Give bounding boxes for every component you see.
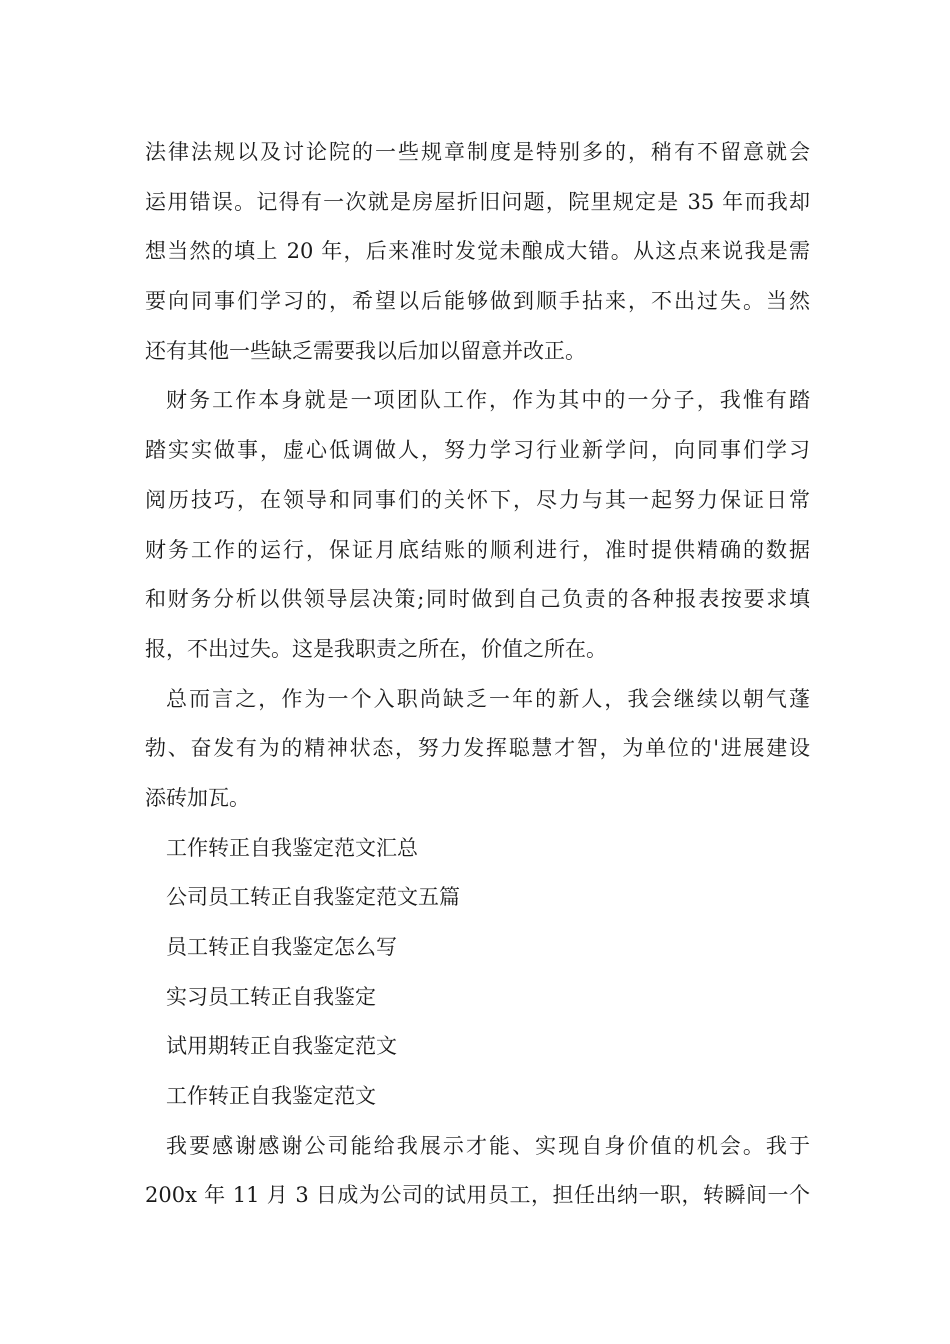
text-line: 法律法规以及讨论院的一些规章制度是特别多的，稍有不留意就会 [145,140,810,164]
text-line: 运用错误。记得有一次就是房屋折旧问题，院里规定是 35 年而我却 [145,189,810,214]
text-line: 添砖加瓦。 [145,785,250,810]
text-line: 勃、奋发有为的精神状态，努力发挥聪慧才智，为单位的'进展建设 [145,736,810,761]
related-link-title: 公司员工转正自我鉴定范文五篇 [166,885,460,910]
text-line: 还有其他一些缺乏需要我以后加以留意并改正。 [145,338,586,363]
related-link-title: 试用期转正自我鉴定范文 [166,1034,397,1059]
related-link-title: 工作转正自我鉴定范文汇总 [166,835,418,860]
text-line: 财务工作的运行，保证月底结账的顺利进行，准时提供精确的数据 [145,537,810,562]
related-link-title: 员工转正自我鉴定怎么写 [166,935,397,959]
paragraph-first-line: 总而言之，作为一个入职尚缺乏一年的新人，我会继续以朝气蓬 [166,686,810,711]
text-line: 和财务分析以供领导层决策;同时做到自己负责的各种报表按要求填 [145,587,810,612]
text-line: 报，不出过失。这是我职责之所在，价值之所在。 [145,636,607,661]
related-link-title: 实习员工转正自我鉴定 [166,984,376,1009]
document-body [145,128,810,1221]
text-line: 要向同事们学习的，希望以后能够做到顺手拈来，不出过失。当然 [145,289,810,314]
text-line: 阅历技巧，在领导和同事们的关怀下，尽力与其一起努力保证日常 [145,487,810,512]
paragraph-first-line: 我要感谢感谢公司能给我展示才能、实现自身价值的机会。我于 [166,1133,810,1158]
text-line: 200x 年 11 月 3 日成为公司的试用员工，担任出纳一职，转瞬间一个 [145,1183,810,1208]
text-line: 想当然的填上 20 年，后来准时发觉未酿成大错。从这点来说我是需 [145,239,810,264]
text-line: 踏实实做事，虚心低调做人，努力学习行业新学问，向同事们学习 [145,438,810,463]
paragraph-first-line: 财务工作本身就是一项团队工作，作为其中的一分子，我惟有踏 [166,388,810,413]
related-link-title: 工作转正自我鉴定范文 [166,1084,376,1109]
